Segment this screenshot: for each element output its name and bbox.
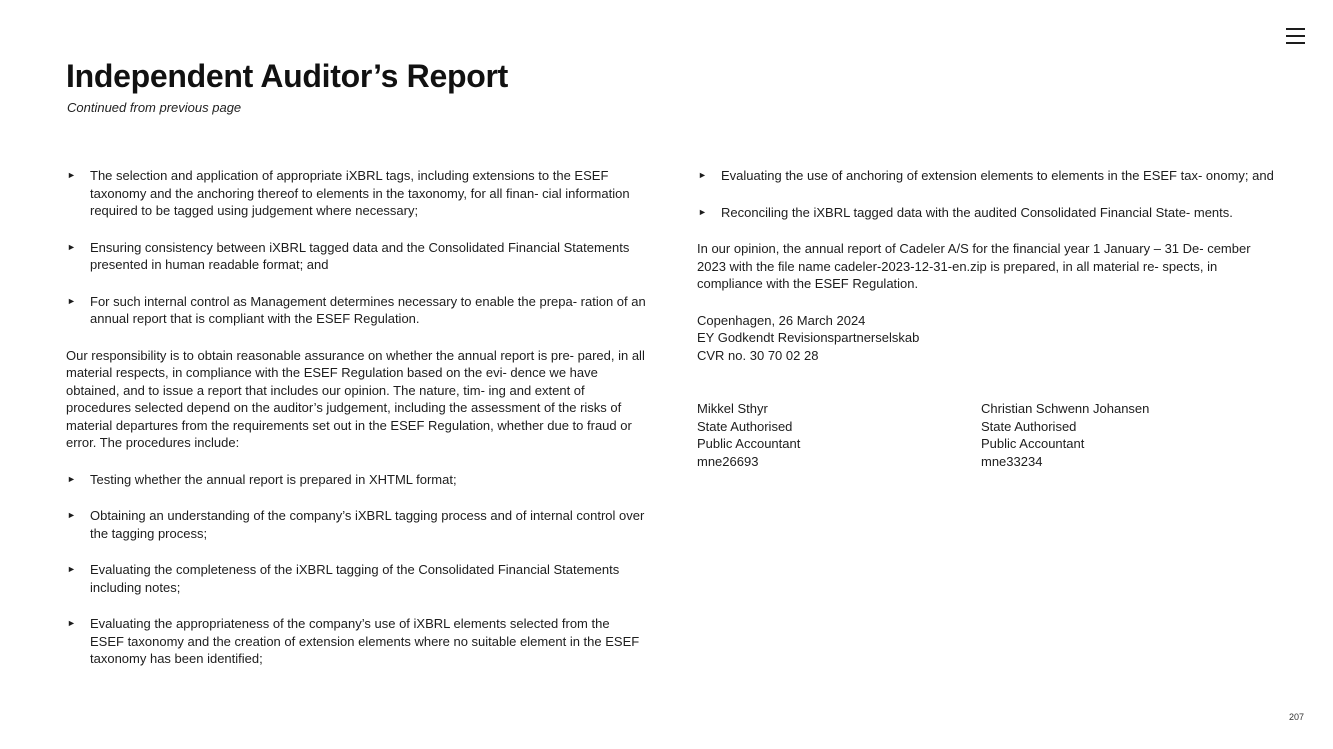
- signatory-name: Mikkel Sthyr: [697, 401, 768, 416]
- right-column: [697, 167, 1277, 470]
- page-subtitle: Continued from previous page: [67, 100, 242, 115]
- list-item: ► Evaluating the completeness of the iXBRL tagging of the Consolidated Financial Statements including notes;: [67, 562, 620, 595]
- list-item: ► Evaluating the use of anchoring of extension elements to elements in the ESEF tax- onomy; and: [698, 168, 1274, 183]
- bullet-arrow-icon: ►: [698, 170, 707, 180]
- list-item: ► Ensuring consistency between iXBRL tagged data and the Consolidated Financial Statements presented in human readable format; and: [67, 239, 630, 272]
- signatory-id: mne33234: [981, 453, 1043, 469]
- opinion-paragraph: In our opinion, the annual report of Cadeler A/S for the financial year 1 January – 31 De- cember 2023 with the file name cadeler-2023-12-31-en.zip is prepared, in all material re- spects, in compliance with the ESEF Regulation.: [697, 241, 1251, 291]
- page-number: 207: [1289, 712, 1305, 722]
- page-title: Independent Auditor’s Report: [66, 58, 508, 94]
- list-item: ► Reconciling the iXBRL tagged data with the audited Consolidated Financial State- ments.: [698, 204, 1233, 220]
- responsibility-paragraph: Our responsibility is to obtain reasonable assurance on whether the annual report is pre- pared, in all material respects, in compliance with the ESEF Regulation based on the evi- dence we have obtained, and to issue a report that includes our opinion. The nature, tim- ing and extent of procedures selected depend on the auditor’s judgement, including the assessment of the risks of material departures from the requirements set out in the ESEF Regulation, whether due to fraud or error. The procedures include:: [66, 347, 645, 450]
- list-item: ► Testing whether the annual report is prepared in XHTML format;: [67, 471, 457, 487]
- bullet-arrow-icon: ►: [67, 170, 76, 180]
- signatory-name: Christian Schwenn Johansen: [981, 401, 1150, 416]
- list-item: ► Evaluating the appropriateness of the company’s use of iXBRL elements selected from the ESEF taxonomy and the creation of extension elements where no suitable element in the ESEF taxonomy has been identified;: [67, 616, 640, 666]
- list-item: ► Obtaining an understanding of the company’s iXBRL tagging process and of internal control over the tagging process;: [67, 508, 645, 541]
- place-date: Copenhagen, 26 March 2024: [697, 312, 866, 328]
- bullet-arrow-icon: ►: [698, 206, 707, 217]
- signatory-title: Public Accountant: [981, 436, 1085, 451]
- bullet-arrow-icon: ►: [67, 295, 76, 306]
- signatory: [697, 400, 981, 470]
- cvr-number: CVR no. 30 70 02 28: [697, 347, 819, 363]
- audit-firm: EY Godkendt Revisionspartnerselskab: [697, 330, 920, 345]
- left-column: [66, 167, 646, 687]
- hamburger-menu-icon[interactable]: [1286, 27, 1306, 44]
- signature-location-block: [697, 312, 1277, 365]
- menu-bar: [1286, 42, 1305, 44]
- menu-bar: [1286, 28, 1305, 30]
- signatory: [981, 400, 1265, 470]
- list-item: ► For such internal control as Management determines necessary to enable the prepa- ration of an annual report that is compliant with the ESEF Regulation.: [67, 293, 646, 326]
- signatory-id: mne26693: [697, 453, 759, 469]
- signatory-title: Public Accountant: [697, 436, 801, 451]
- menu-bar: [1286, 35, 1305, 37]
- signatory-title: State Authorised: [981, 418, 1077, 434]
- list-item: ► The selection and application of appropriate iXBRL tags, including extensions to the ESEF taxonomy and the anchoring thereof to elements in the taxonomy, for all finan- cial information required to be tagged using judgement where necessary;: [67, 168, 630, 218]
- bullet-arrow-icon: ►: [67, 241, 76, 252]
- signatories: [697, 400, 1277, 470]
- bullet-arrow-icon: ►: [67, 510, 76, 520]
- bullet-arrow-icon: ►: [67, 564, 76, 574]
- signatory-title: State Authorised: [697, 418, 793, 434]
- bullet-arrow-icon: ►: [67, 618, 76, 628]
- bullet-arrow-icon: ►: [67, 473, 76, 484]
